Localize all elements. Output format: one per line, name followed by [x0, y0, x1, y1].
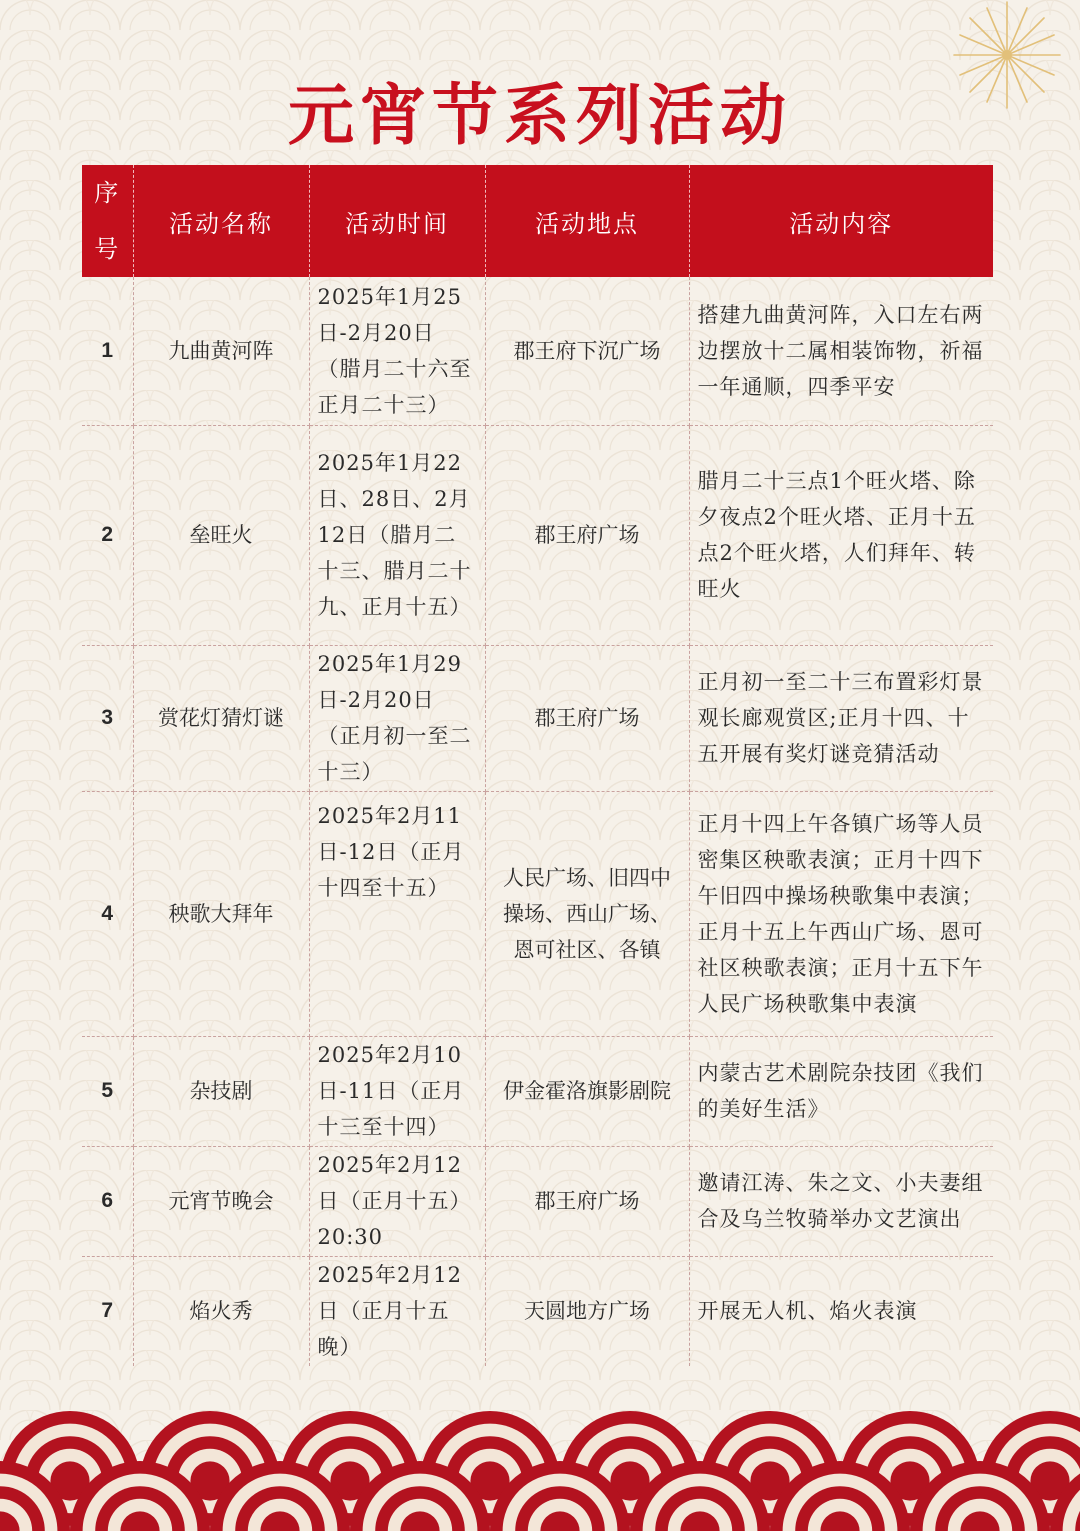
row-name: 元宵节晚会: [133, 1146, 309, 1256]
table-row: [82, 1256, 993, 1366]
row-content: 正月十四上午各镇广场等人员密集区秧歌表演；正月十四下午旧四中操场秧歌集中表演；正月十五上午西山广场、恩可社区秧歌表演；正月十五下午人民广场秧歌集中表演: [689, 791, 993, 1036]
row-content: 邀请江涛、朱之文、小夫妻组合及乌兰牧骑举办文艺演出: [689, 1146, 993, 1256]
row-name: 杂技剧: [133, 1036, 309, 1146]
row-seq: 2: [82, 425, 133, 645]
header-name: 活动名称: [133, 165, 309, 277]
row-content: 内蒙古艺术剧院杂技团《我们的美好生活》: [689, 1036, 993, 1146]
row-location: 人民广场、旧四中操场、西山广场、恩可社区、各镇: [485, 791, 689, 1036]
header-content: 活动内容: [689, 165, 993, 277]
red-wave-border-decoration: [0, 1371, 1080, 1531]
row-time: 2025年1月22日、28日、2月12日（腊月二十三、腊月二十九、正月十五）: [309, 425, 485, 645]
row-name: 赏花灯猜灯谜: [133, 645, 309, 791]
row-location: 郡王府广场: [485, 1146, 689, 1256]
row-seq: 5: [82, 1036, 133, 1146]
row-seq: 7: [82, 1256, 133, 1366]
row-seq: 1: [82, 277, 133, 425]
table-row: [82, 645, 993, 791]
row-content: 开展无人机、焰火表演: [697, 1299, 918, 1324]
row-seq: 4: [82, 791, 133, 1036]
row-location: 郡王府广场: [485, 645, 689, 791]
row-content: 搭建九曲黄河阵，入口左右两边摆放十二属相装饰物，祈福一年通顺，四季平安: [689, 277, 993, 425]
row-name: 九曲黄河阵: [133, 277, 309, 425]
row-time: 2025年2月12日（正月十五晚）: [309, 1256, 485, 1366]
activities-table: [82, 165, 993, 1366]
page-title: 元宵节系列活动: [288, 76, 792, 154]
row-time: 2025年2月11日-12日（正月十四至十五）: [309, 791, 485, 1036]
table-row: [82, 425, 993, 645]
header-location: 活动地点: [485, 165, 689, 277]
row-name: 秧歌大拜年: [133, 791, 309, 1036]
row-time: 2025年2月10日-11日（正月十三至十四）: [309, 1036, 485, 1146]
row-name: 垒旺火: [133, 425, 309, 645]
row-location: 伊金霍洛旗影剧院: [485, 1036, 689, 1146]
table-row: [82, 1036, 993, 1146]
row-name: 焰火秀: [133, 1256, 309, 1366]
row-content: 腊月二十三点1个旺火塔、除夕夜点2个旺火塔、正月十五点2个旺火塔，人们拜年、转旺火: [689, 425, 993, 645]
table-header-row: [82, 165, 993, 277]
row-time: 2025年2月12日（正月十五）20:30: [309, 1146, 485, 1256]
table-row: [82, 1146, 993, 1256]
row-time: 2025年1月25日-2月20日（腊月二十六至正月二十三）: [309, 277, 485, 425]
row-seq: 3: [82, 645, 133, 791]
table-row: [82, 791, 993, 1036]
row-location: 天圆地方广场: [485, 1256, 689, 1366]
header-time: 活动时间: [309, 165, 485, 277]
row-location: 郡王府下沉广场: [485, 277, 689, 425]
row-time: 2025年1月29日-2月20日（正月初一至二十三）: [309, 645, 485, 791]
header-seq: 序号: [82, 165, 133, 277]
row-content: 正月初一至二十三布置彩灯景观长廊观赏区;正月十四、十五开展有奖灯谜竞猜活动: [689, 645, 993, 791]
row-seq: 6: [82, 1146, 133, 1256]
row-location: 郡王府广场: [485, 425, 689, 645]
table-row: [82, 277, 993, 425]
